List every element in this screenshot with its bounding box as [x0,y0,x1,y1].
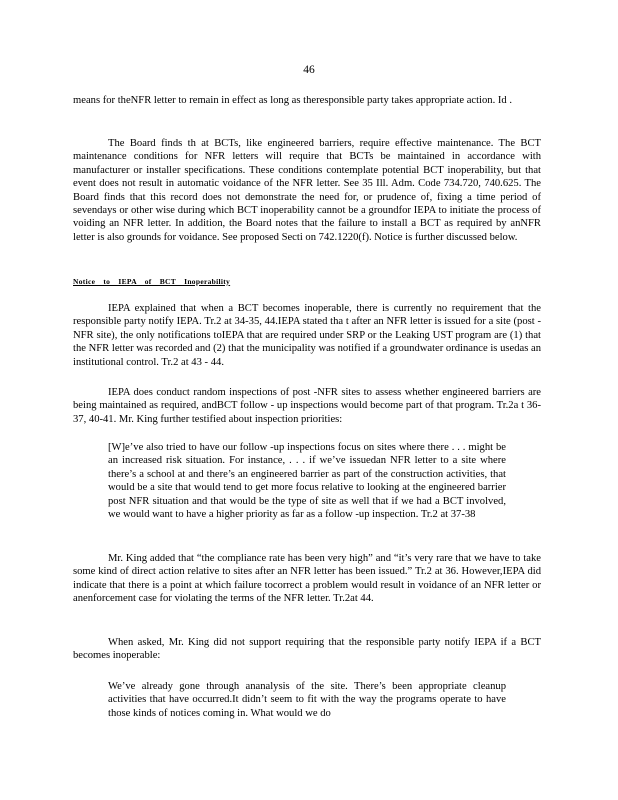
paragraph-iepa-notification: IEPA explained that when a BCT becomes inoperable, there is currently no requirement that the responsible party notify IEPA. Tr.2 at 34-35, 44.IEPA stated tha t after an NFR letter is issued for a site (post -NFR site), the only notifications toIEPA that are required under SRP or the Leaking UST program are (1) that the NFR letter was recorded and (2) that the municipality was notified if a groundwater ordinance is usedas an institutional control. Tr.2 at 43 - 44. [73,303,541,368]
block-quote-analysis: We’ve already gone through ananalysis of the site. There’s been appropriate cleanup activities that have occurred.It didn’t seem to fit with the way the programs operate to have those kinds of notices coming in. What would we do [108,681,506,719]
paragraph-bct-maintenance: The Board finds th at BCTs, like engineered barriers, require effective maintenance. The BCT maintenance conditions for NFR letters will require that BCTs be maintained in accordance with manufacturer or installer specifications. These conditions contemplate potential BCT inoperability, but that event does not result in automatic voidance of the NFR letter. See 35 Ill. Adm. Code 734.720, 740.625. The Board finds that this record does not demonstrate the need for, or prudence of, fixing a time period of sevendays or other wise during which BCT inoperability cannot be a groundfor IEPA to initiate the process of voiding an NFR letter. In addition, the Board notes that the failure to install a BCT as required by anNFR letter is also grounds for voidance. See proposed Secti on 742.1220(f). Notice is further discussed below. [73,138,541,243]
paragraph-king-notice: When asked, Mr. King did not support requiring that the responsible party notify IEPA if a BCT becomes inoperable: [73,637,541,662]
paragraph-random-inspections: IEPA does conduct random inspections of post -NFR sites to assess whether engineered barriers are being maintained as required, andBCT follow - up inspections would become part of that program. Tr.2a t 36-37, 40-41. Mr. King further testified about inspection priorities: [73,387,541,425]
block-quote-inspections: [W]e’ve also tried to have our follow -up inspections focus on sites where there . . . might be an increased risk situation. For instance, . . . if we’ve issuedan NFR letter to a site where there’s a school at and there’s an engineered barrier as part of the construction activities, that would be a site that would tend to get more focus relative to looking at the engineered barrier post NFR situation and that would be the type of site as well that if we had a BCT involved, we would want to have a higher priority as far as a follow -up inspection. Tr.2 at 37-38 [108,442,506,521]
section-heading: Notice to IEPA of BCT Inoperability [73,277,231,286]
paragraph-continuation: means for theNFR letter to remain in effect as long as theresponsible party takes appropriate action. Id . [73,95,513,106]
paragraph-compliance-rate: Mr. King added that “the compliance rate has been very high” and “it’s very rare that we have to take some kind of direct action relative to sites after an NFR letter has been issued.” Tr.2 at 36. However,IEPA did indicate that there is a point at which failure tocorrect a problem would result in voidance of an NFR letter or anenforcement case for violating the terms of the NFR letter. Tr.2at 44. [73,553,541,605]
page-number: 46 [303,64,315,76]
